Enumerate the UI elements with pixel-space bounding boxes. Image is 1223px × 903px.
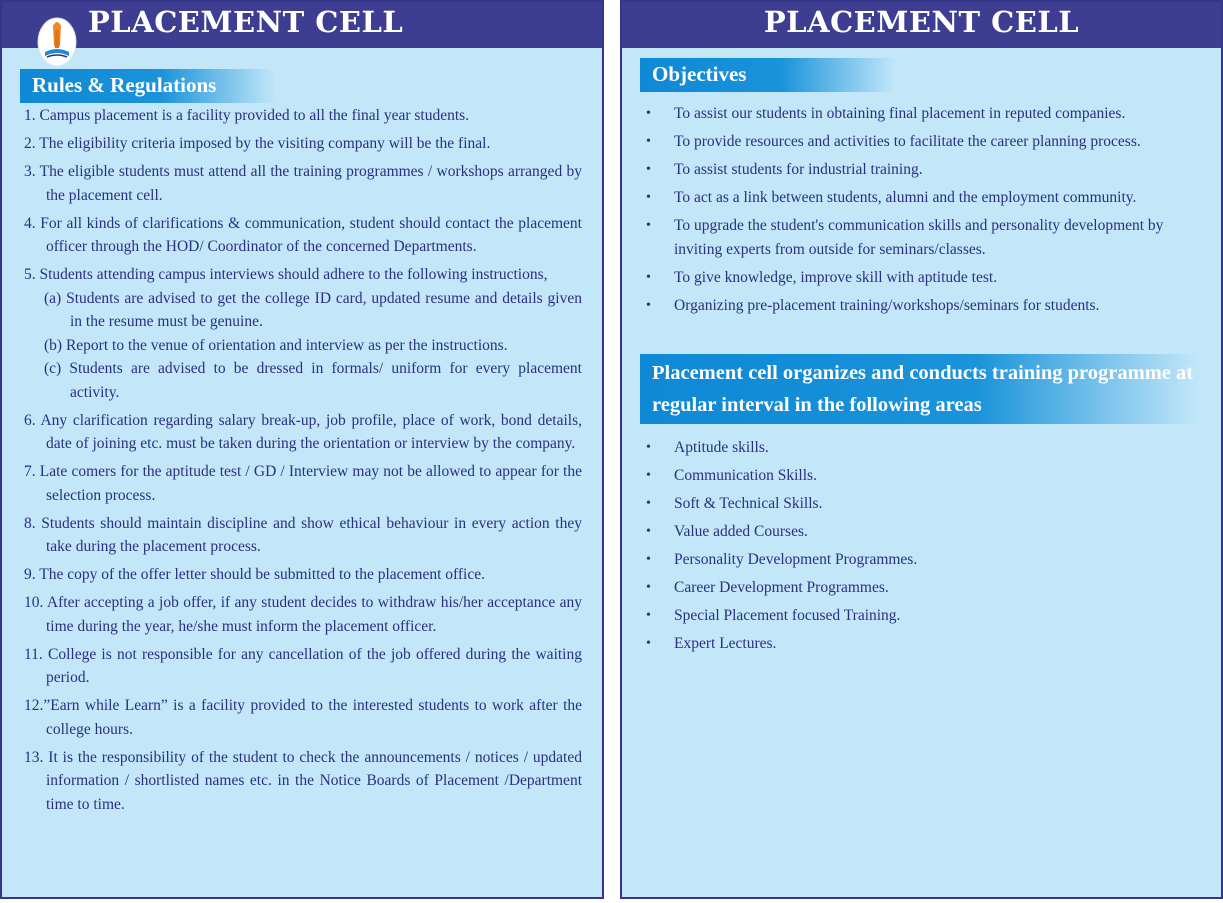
area-item	[644, 464, 1204, 488]
area-text: Personality Development Programmes.	[674, 551, 918, 568]
objective-text: Organizing pre-placement training/workshops/seminars for students.	[674, 296, 1100, 314]
rule-item: 3. The eligible students must attend all the training programmes / workshops arranged by the placement cell.	[24, 163, 582, 204]
objective-text: To act as a link between students, alumni and the employment community.	[674, 189, 1137, 206]
objective-item	[644, 266, 1204, 290]
bullet-icon: •	[646, 162, 651, 177]
rule-item: 1. Campus placement is a facility provided to all the final year students.	[24, 107, 470, 124]
bullet-icon: •	[646, 106, 651, 121]
bullet-icon: •	[646, 496, 651, 511]
rules-list	[24, 104, 582, 821]
rule-item: 9. The copy of the offer letter should be submitted to the placement office.	[24, 566, 485, 583]
rule-item: 13. It is the responsibility of the student to check the announcements / notices / updated information / shortlisted names etc. in the Notice Boards of Placement /Department time to time.	[24, 748, 582, 813]
area-text: Soft & Technical Skills.	[674, 495, 823, 512]
bullet-icon: •	[646, 524, 651, 539]
rule-item: 11. College is not responsible for any cancellation of the job offered during the waiting period.	[24, 645, 582, 686]
objective-text: To provide resources and activities to facilitate the career planning process.	[674, 133, 1141, 150]
rules-panel	[0, 0, 604, 899]
rule-item: 6. Any clarification regarding salary break-up, job profile, place of work, bond details, date of joining etc. must be taken during the orientation or interview by the company.	[24, 411, 582, 452]
area-item	[644, 632, 1204, 656]
area-text: Communication Skills.	[674, 467, 817, 484]
objective-item	[644, 294, 1204, 318]
area-text: Aptitude skills.	[674, 439, 769, 456]
area-text: Special Placement focused Training.	[674, 607, 901, 624]
bullet-icon: •	[646, 218, 651, 233]
right-banner	[622, 2, 1221, 48]
rule-item: 2. The eligibility criteria imposed by the visiting company will be the final.	[24, 135, 491, 152]
objectives-heading: Objectives	[640, 58, 896, 92]
objective-text: To assist students for industrial training.	[674, 161, 923, 178]
objective-item	[644, 102, 1204, 126]
rules-heading: Rules & Regulations	[20, 69, 276, 103]
area-item	[644, 576, 1204, 600]
bullet-icon: •	[646, 608, 651, 623]
rule-item: 12.”Earn while Learn” is a facility provided to the interested students to work after the college hours.	[24, 697, 582, 738]
college-logo-icon	[36, 12, 78, 68]
rule-item: 5. Students attending campus interviews should adhere to the following instructions,	[24, 266, 548, 283]
objective-text: To assist our students in obtaining final placement in reputed companies.	[674, 105, 1126, 122]
area-item	[644, 436, 1204, 460]
bullet-icon: •	[646, 134, 651, 149]
area-item	[644, 492, 1204, 516]
area-item	[644, 520, 1204, 544]
area-item	[644, 604, 1204, 628]
objective-item	[644, 130, 1204, 154]
bullet-icon: •	[646, 636, 651, 651]
bullet-icon: •	[646, 297, 651, 313]
objective-text: To give knowledge, improve skill with aptitude test.	[674, 268, 998, 286]
bullet-icon: •	[646, 580, 651, 595]
bullet-icon: •	[646, 440, 651, 455]
sub-rule-item: (a) Students are advised to get the college ID card, updated resume and details given in the resume must be genuine.	[44, 289, 582, 330]
rule-item: 10. After accepting a job offer, if any student decides to withdraw his/her acceptance any time during the year, he/she must inform the placement officer.	[24, 594, 582, 635]
sub-rule-item: (c) Students are advised to be dressed in formals/ uniform for every placement activity.	[44, 360, 582, 401]
rule-item: 8. Students should maintain discipline and show ethical behaviour in every action they take during the placement process.	[24, 514, 582, 555]
left-banner	[2, 2, 602, 48]
bullet-icon: •	[646, 190, 651, 205]
area-text: Value added Courses.	[674, 523, 808, 540]
rule-item: 7. Late comers for the aptitude test / GD / Interview may not be allowed to appear for the selection process.	[24, 463, 582, 504]
right-banner-title: PLACEMENT CELL	[763, 5, 1080, 39]
area-text: Career Development Programmes.	[674, 579, 889, 596]
bullet-icon: •	[646, 468, 651, 483]
area-text: Expert Lectures.	[674, 635, 777, 652]
bullet-icon: •	[646, 552, 651, 567]
rule-item: 4. For all kinds of clarifications & communication, student should contact the placement officer through the HOD/ Coordinator of the concerned Departments.	[24, 214, 582, 255]
training-areas-heading: Placement cell organizes and conducts training programme at regular interval in the following areas	[640, 354, 1200, 424]
sub-rule-item: (b) Report to the venue of orientation and interview as per the instructions.	[44, 336, 508, 354]
bullet-icon: •	[646, 269, 651, 285]
objective-text: To upgrade the student's communication skills and personality development by inviting experts from outside for seminars/classes.	[674, 217, 1164, 258]
training-areas-list	[644, 436, 1204, 660]
objective-item	[644, 158, 1204, 182]
left-banner-title: PLACEMENT CELL	[88, 5, 404, 39]
objectives-panel	[620, 0, 1223, 899]
objective-item	[644, 214, 1204, 261]
objective-item	[644, 186, 1204, 210]
area-item	[644, 548, 1204, 572]
objectives-list	[644, 102, 1204, 322]
